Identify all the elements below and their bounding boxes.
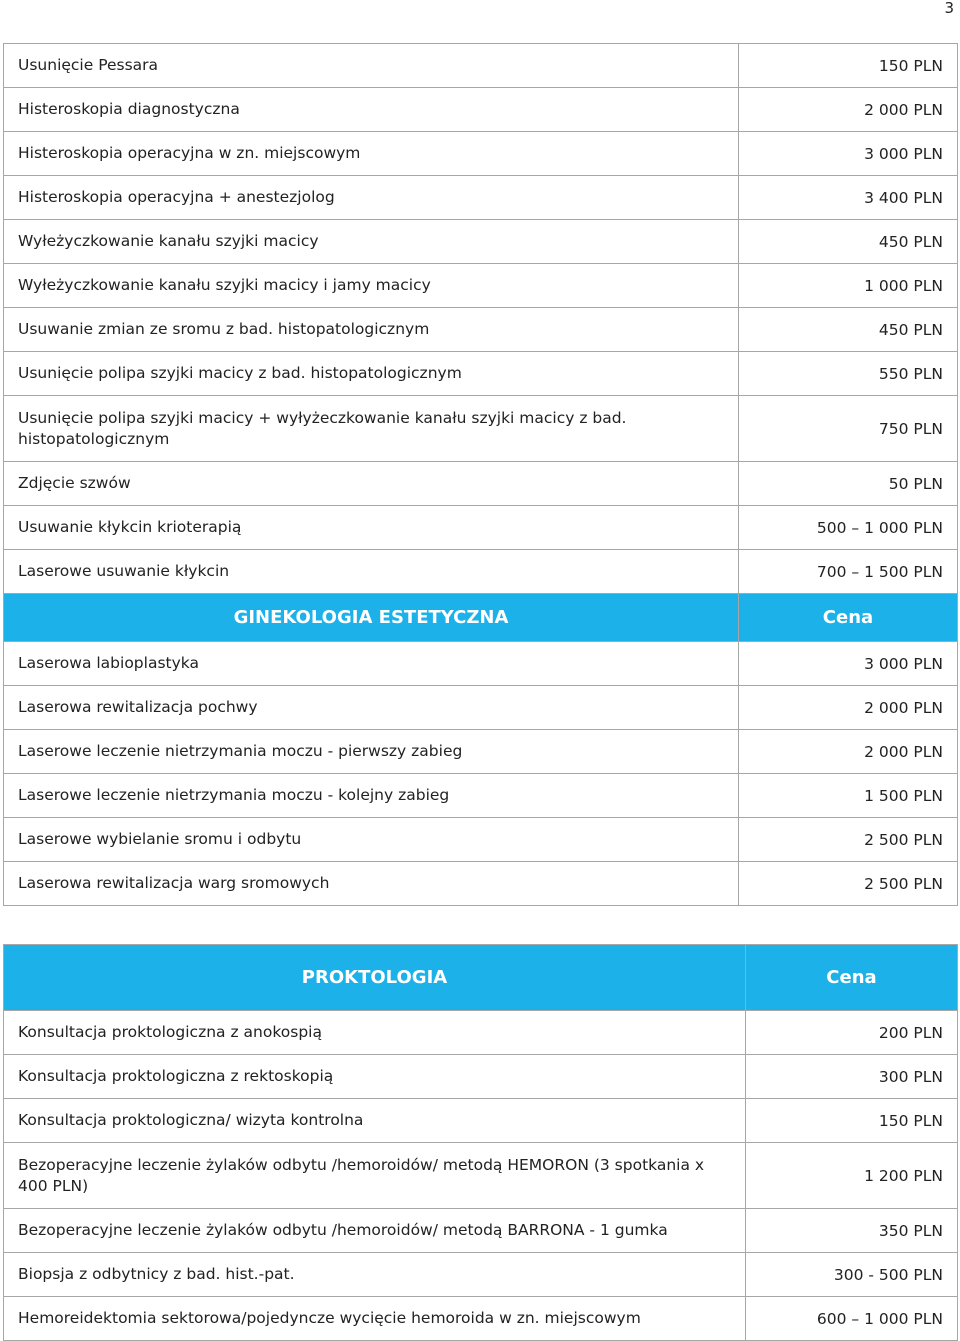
service-price: 550 PLN bbox=[739, 352, 958, 396]
table-row bbox=[4, 818, 958, 862]
service-name: Hemoreidektomia sektorowa/pojedyncze wycięcie hemoroida w zn. miejscowym bbox=[4, 1297, 746, 1341]
service-price: 1 000 PLN bbox=[739, 264, 958, 308]
service-name: Usuwanie kłykcin krioterapią bbox=[4, 506, 739, 550]
table-row bbox=[4, 730, 958, 774]
service-name: Bezoperacyjne leczenie żylaków odbytu /hemoroidów/ metodą HEMORON (3 spotkania x 400 PLN) bbox=[4, 1143, 746, 1209]
service-price: 3 000 PLN bbox=[739, 642, 958, 686]
service-price: 300 - 500 PLN bbox=[746, 1253, 958, 1297]
section-title: GINEKOLOGIA ESTETYCZNA bbox=[4, 594, 739, 642]
price-column-label: Cena bbox=[746, 945, 958, 1011]
table-row bbox=[4, 1253, 958, 1297]
proctology-price-table bbox=[3, 944, 958, 1341]
service-name: Histeroskopia operacyjna + anestezjolog bbox=[4, 176, 739, 220]
service-name: Histeroskopia operacyjna w zn. miejscowym bbox=[4, 132, 739, 176]
table-row bbox=[4, 220, 958, 264]
service-price: 200 PLN bbox=[746, 1011, 958, 1055]
service-price: 1 500 PLN bbox=[739, 774, 958, 818]
table-row bbox=[4, 774, 958, 818]
table-row bbox=[4, 686, 958, 730]
service-price: 150 PLN bbox=[739, 44, 958, 88]
price-column-label: Cena bbox=[739, 594, 958, 642]
service-name: Laserowa rewitalizacja pochwy bbox=[4, 686, 739, 730]
table-row bbox=[4, 264, 958, 308]
service-name: Histeroskopia diagnostyczna bbox=[4, 88, 739, 132]
service-price: 600 – 1 000 PLN bbox=[746, 1297, 958, 1341]
service-price: 50 PLN bbox=[739, 462, 958, 506]
table-row bbox=[4, 396, 958, 462]
service-price: 750 PLN bbox=[739, 396, 958, 462]
service-name: Biopsja z odbytnicy z bad. hist.-pat. bbox=[4, 1253, 746, 1297]
service-price: 500 – 1 000 PLN bbox=[739, 506, 958, 550]
service-price: 3 000 PLN bbox=[739, 132, 958, 176]
service-price: 700 – 1 500 PLN bbox=[739, 550, 958, 594]
service-name: Konsultacja proktologiczna z rektoskopią bbox=[4, 1055, 746, 1099]
service-name: Usunięcie polipa szyjki macicy z bad. histopatologicznym bbox=[4, 352, 739, 396]
service-name: Laserowe leczenie nietrzymania moczu - kolejny zabieg bbox=[4, 774, 739, 818]
table-row bbox=[4, 462, 958, 506]
table-row bbox=[4, 550, 958, 594]
table-row bbox=[4, 862, 958, 906]
service-price: 350 PLN bbox=[746, 1209, 958, 1253]
service-price: 2 000 PLN bbox=[739, 88, 958, 132]
service-name: Bezoperacyjne leczenie żylaków odbytu /hemoroidów/ metodą BARRONA - 1 gumka bbox=[4, 1209, 746, 1253]
table-row bbox=[4, 1143, 958, 1209]
table-row bbox=[4, 1209, 958, 1253]
table-row bbox=[4, 352, 958, 396]
table-row bbox=[4, 176, 958, 220]
service-price: 2 500 PLN bbox=[739, 818, 958, 862]
table-row bbox=[4, 132, 958, 176]
service-name: Laserowe leczenie nietrzymania moczu - pierwszy zabieg bbox=[4, 730, 739, 774]
table-row bbox=[4, 642, 958, 686]
service-name: Zdjęcie szwów bbox=[4, 462, 739, 506]
service-name: Usunięcie polipa szyjki macicy + wyłyżeczkowanie kanału szyjki macicy z bad. histopatologicznym bbox=[4, 396, 739, 462]
table-row bbox=[4, 506, 958, 550]
service-name: Usunięcie Pessara bbox=[4, 44, 739, 88]
service-price: 450 PLN bbox=[739, 220, 958, 264]
table-row bbox=[4, 1011, 958, 1055]
table-row bbox=[4, 1055, 958, 1099]
service-name: Wyłeżyczkowanie kanału szyjki macicy i jamy macicy bbox=[4, 264, 739, 308]
gynecology-price-table bbox=[3, 43, 958, 906]
table-row bbox=[4, 308, 958, 352]
table-row bbox=[4, 44, 958, 88]
service-price: 2 500 PLN bbox=[739, 862, 958, 906]
service-name: Wyłeżyczkowanie kanału szyjki macicy bbox=[4, 220, 739, 264]
service-price: 3 400 PLN bbox=[739, 176, 958, 220]
section-header-aesthetic-gynecology bbox=[4, 594, 958, 642]
service-name: Usuwanie zmian ze sromu z bad. histopatologicznym bbox=[4, 308, 739, 352]
section-header-proctology bbox=[4, 945, 958, 1011]
page-number: 3 bbox=[944, 0, 954, 17]
table-row bbox=[4, 88, 958, 132]
table-row bbox=[4, 1297, 958, 1341]
service-name: Konsultacja proktologiczna z anokospią bbox=[4, 1011, 746, 1055]
service-name: Laserowa labioplastyka bbox=[4, 642, 739, 686]
service-price: 2 000 PLN bbox=[739, 730, 958, 774]
service-price: 2 000 PLN bbox=[739, 686, 958, 730]
service-name: Laserowe wybielanie sromu i odbytu bbox=[4, 818, 739, 862]
service-price: 300 PLN bbox=[746, 1055, 958, 1099]
service-name: Laserowe usuwanie kłykcin bbox=[4, 550, 739, 594]
service-name: Konsultacja proktologiczna/ wizyta kontrolna bbox=[4, 1099, 746, 1143]
service-price: 150 PLN bbox=[746, 1099, 958, 1143]
table-row bbox=[4, 1099, 958, 1143]
section-title: PROKTOLOGIA bbox=[4, 945, 746, 1011]
service-price: 450 PLN bbox=[739, 308, 958, 352]
service-price: 1 200 PLN bbox=[746, 1143, 958, 1209]
service-name: Laserowa rewitalizacja warg sromowych bbox=[4, 862, 739, 906]
